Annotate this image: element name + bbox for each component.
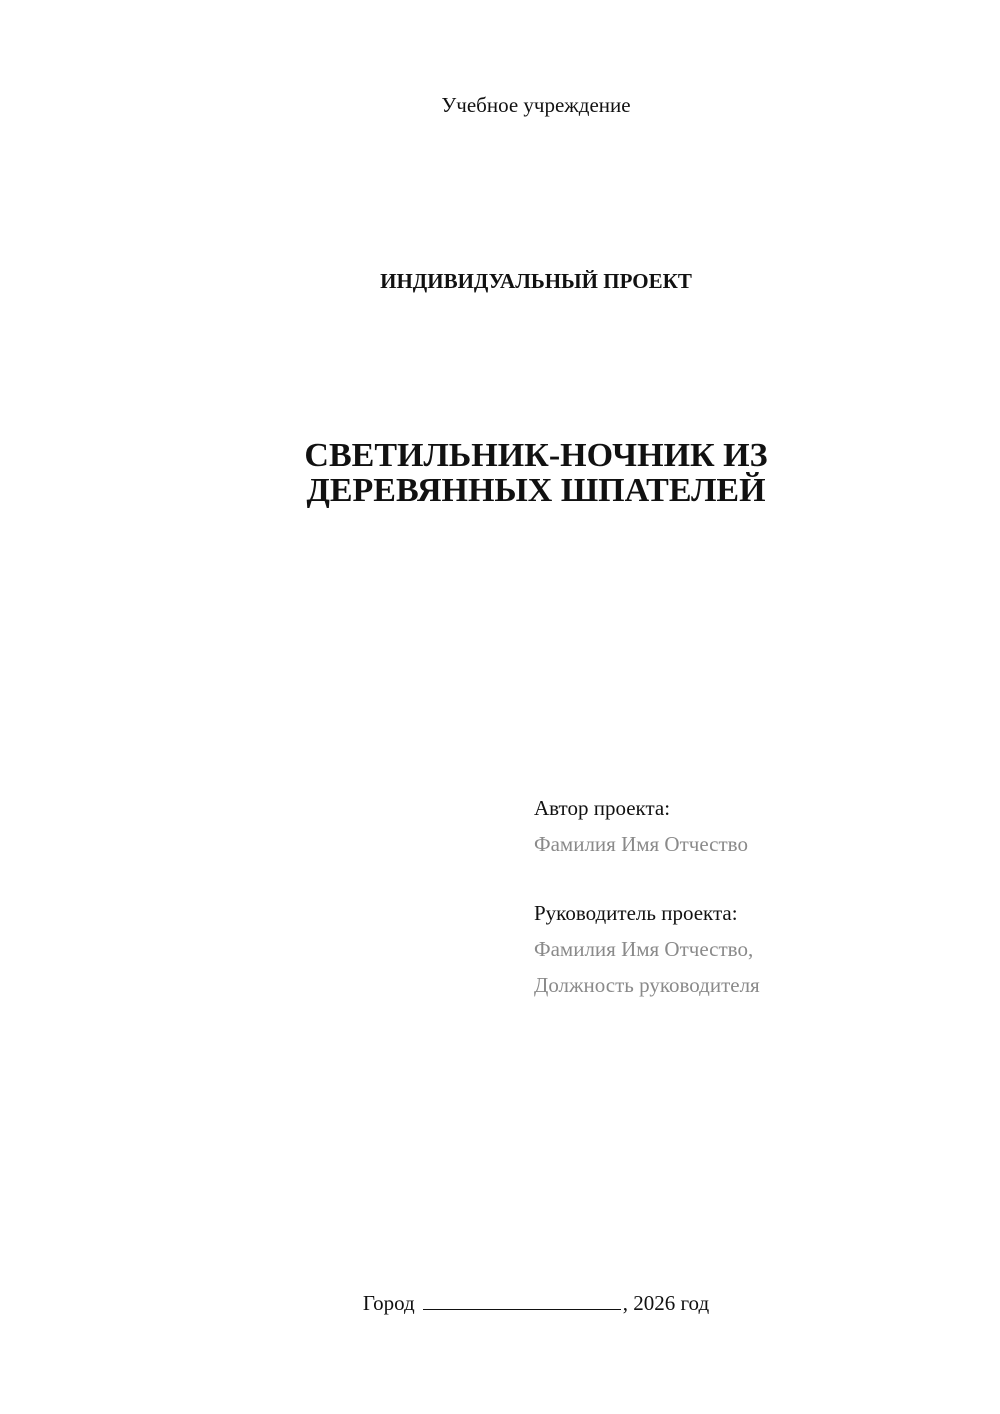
author-label: Автор проекта:	[534, 796, 671, 820]
project-type-heading: ИНДИВИДУАЛЬНЫЙ ПРОЕКТ	[380, 269, 692, 293]
city-blank-underline	[423, 1291, 621, 1310]
author-name: Фамилия Имя Отчество	[534, 832, 748, 856]
city-label: Город	[362, 1291, 415, 1315]
project-title-line-1: СВЕТИЛЬНИК-НОЧНИК ИЗ	[304, 437, 768, 474]
project-info-block	[534, 790, 760, 1003]
supervisor-label: Руководитель проекта:	[534, 901, 738, 925]
supervisor-name: Фамилия Имя Отчество,	[534, 937, 754, 961]
year-text: , 2026 год	[622, 1291, 710, 1315]
project-title-line-2: ДЕРЕВЯННЫХ ШПАТЕЛЕЙ	[306, 472, 766, 509]
city-year-line	[0, 1290, 1000, 1316]
project-title	[0, 438, 1000, 508]
institution-name: Учебное учреждение	[441, 93, 631, 117]
info-spacer	[534, 862, 760, 895]
supervisor-position: Должность руководителя	[534, 973, 760, 997]
